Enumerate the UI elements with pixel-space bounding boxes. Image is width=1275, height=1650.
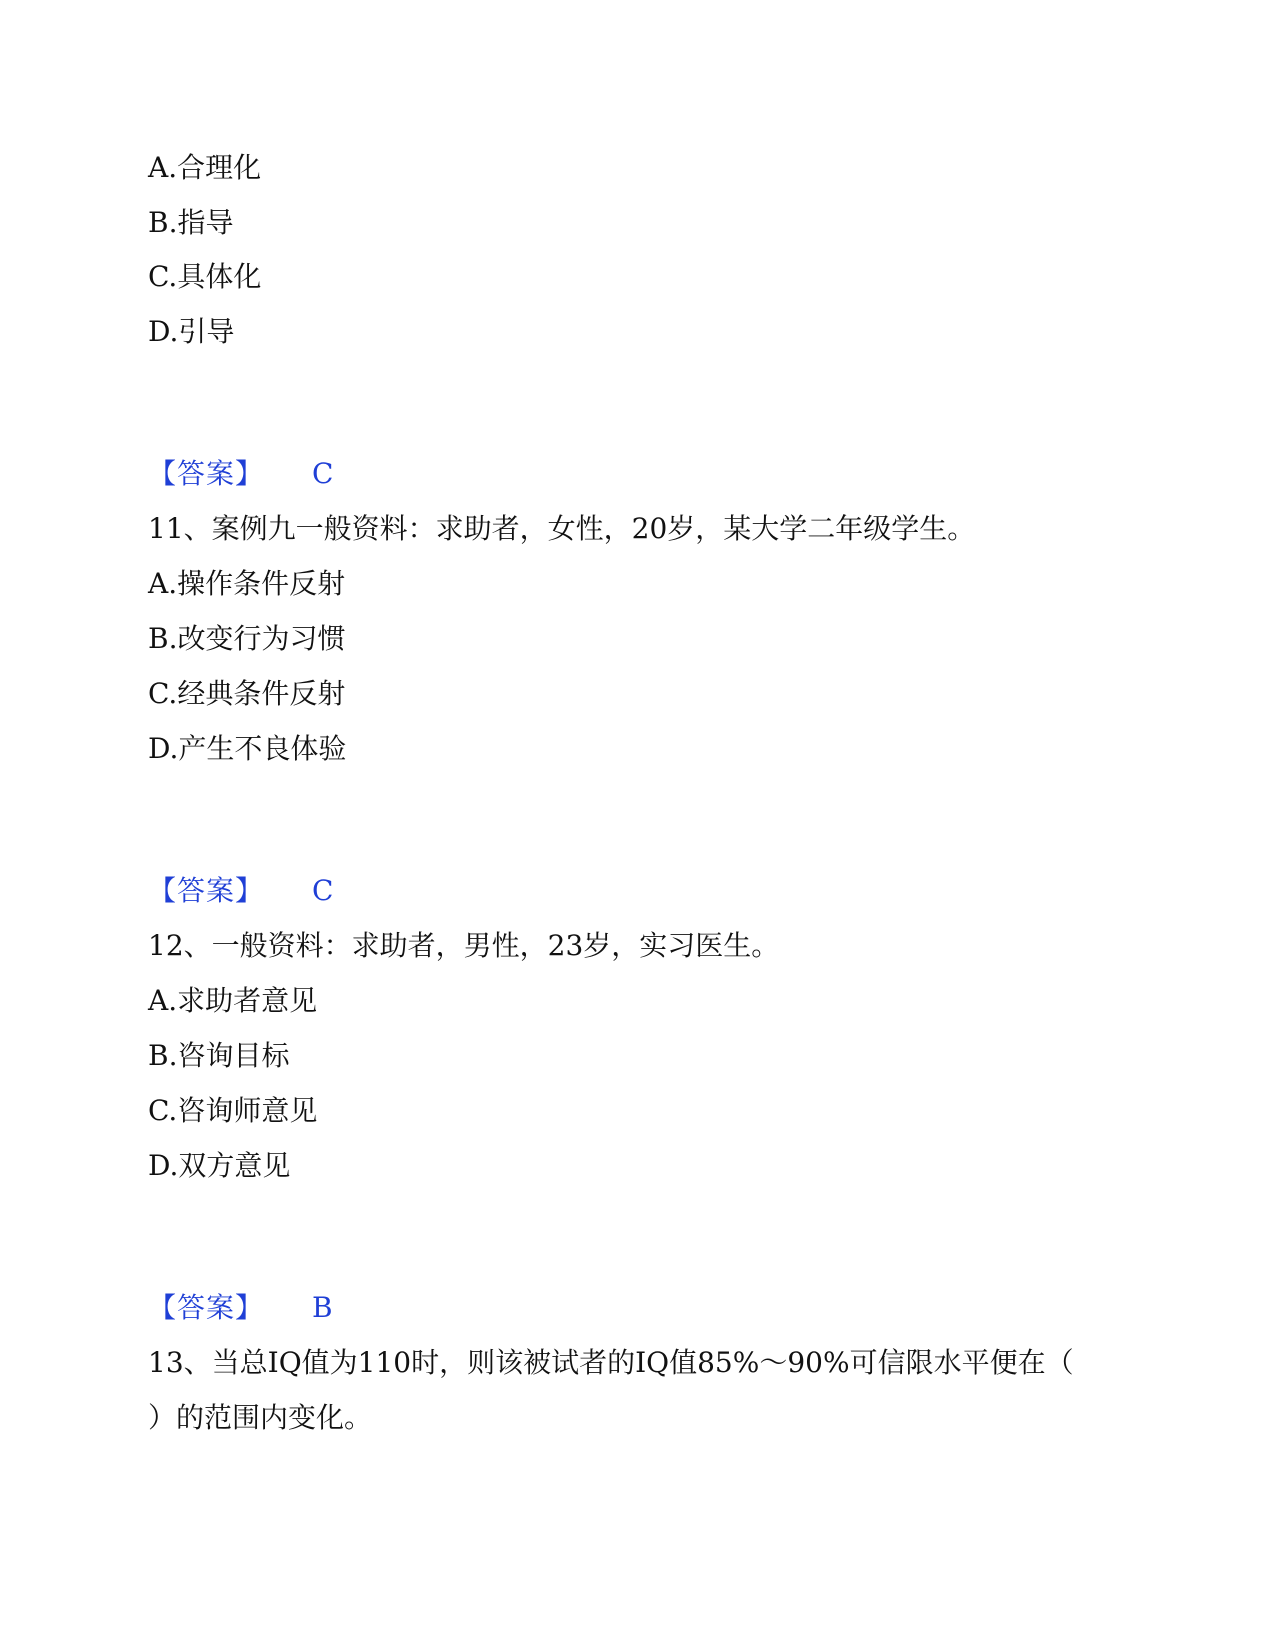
q11-question: 11、案例九一般资料：求助者，女性，20岁，某大学二年级学生。 — [148, 512, 976, 545]
answer-label: 【答案】 — [148, 874, 265, 907]
q12-question: 12、一般资料：求助者，男性，23岁，实习医生。 — [148, 929, 780, 962]
answer-value: B — [312, 1291, 333, 1324]
q11-option-b: B.改变行为习惯 — [148, 622, 346, 655]
q12-option-c: C.咨询师意见 — [148, 1094, 318, 1127]
q10-answer — [148, 456, 333, 492]
q12-option-a: A.求助者意见 — [148, 984, 318, 1017]
q10-option-b: B.指导 — [148, 206, 234, 239]
q11-option-c: C.经典条件反射 — [148, 677, 346, 710]
q13-question-line-2: ）的范围内变化。 — [148, 1401, 373, 1434]
q12-option-d: D.双方意见 — [148, 1149, 291, 1182]
answer-label: 【答案】 — [148, 457, 265, 490]
q12-option-b: B.咨询目标 — [148, 1039, 290, 1072]
q11-option-d: D.产生不良体验 — [148, 732, 347, 765]
answer-label: 【答案】 — [148, 1291, 265, 1324]
q12-answer — [148, 1290, 333, 1326]
q11-answer — [148, 873, 333, 909]
answer-value: C — [312, 457, 334, 490]
q10-option-c: C.具体化 — [148, 260, 262, 293]
q10-option-a: A.合理化 — [148, 151, 262, 184]
q10-option-d: D.引导 — [148, 315, 235, 348]
q11-option-a: A.操作条件反射 — [148, 567, 346, 600]
answer-value: C — [312, 874, 334, 907]
q13-question-line-1: 13、当总IQ值为110时，则该被试者的IQ值85%～90%可信限水平便在（ — [148, 1346, 1074, 1379]
